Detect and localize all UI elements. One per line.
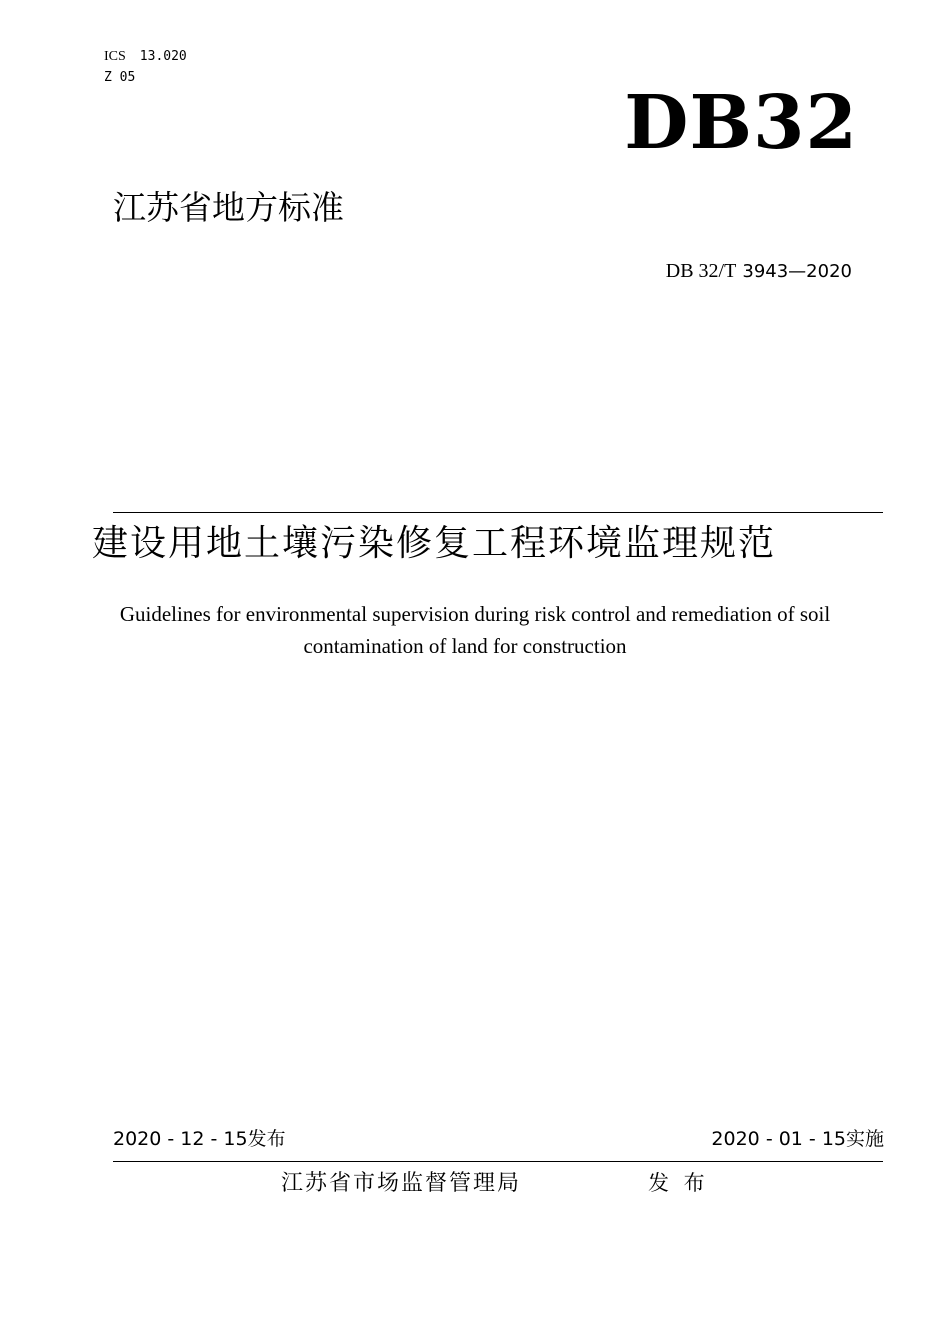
standard-type-heading: 江苏省地方标准	[113, 188, 344, 227]
title-divider	[113, 512, 883, 513]
title-english-line-1: Guidelines for environmental supervision during risk control and remediation of soil	[119, 602, 831, 626]
ics-label: ICS	[104, 49, 126, 64]
title-chinese: 建设用地土壤污染修复工程环境监理规范	[92, 523, 777, 564]
standard-number-prefix: DB 32/T	[665, 260, 737, 282]
ics-classification	[104, 47, 187, 66]
implementation-date: 2020 - 01 - 15实施	[711, 1128, 884, 1150]
standard-logo: DB32	[624, 80, 858, 166]
footer-divider	[113, 1161, 883, 1162]
standard-number	[666, 258, 852, 285]
title-english-line-2: contamination of land for construction	[303, 634, 627, 658]
issuer-name: 江苏省市场监督管理局	[281, 1171, 522, 1196]
ccs-code: Z 05	[104, 70, 136, 85]
ics-code: 13.020	[139, 49, 187, 64]
issue-date: 2020 - 12 - 15发布	[113, 1128, 286, 1150]
standard-number-code: 3943—2020	[742, 261, 852, 282]
title-english	[0, 598, 950, 662]
issuer-action: 发 布	[648, 1171, 709, 1195]
